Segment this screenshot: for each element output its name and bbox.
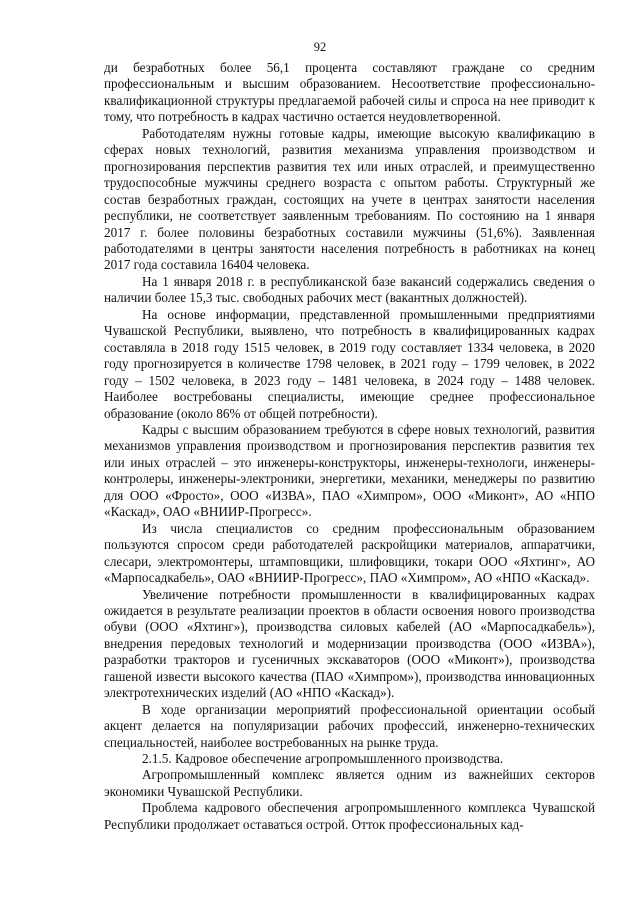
paragraph: Проблема кадрового обеспечения агропромышленного комплекса Чувашской Республики продолжает оставаться острой. Отток профессиональных кад-	[104, 800, 595, 832]
paragraph: Кадры с высшим образованием требуются в сфере новых технологий, развития механизмов управления производством и прогнозирования перспектив развития тех или иных отраслей – это инженеры-конструкторы, инженеры-технологи, инженеры-контролеры, инженеры-электроники, энергетики, механики, менеджеры по развитию для ООО «Фросто», ООО «ИЗВА», ПАО «Химпром», ООО «Миконт», АО «НПО «Каскад», ОАО «ВНИИР-Прогресс».	[104, 421, 595, 520]
paragraph: Увеличение потребности промышленности в квалифицированных кадрах ожидается в результате реализации проектов в области освоения нового производства обуви (ООО «Яхтинг»), производства силовых кабелей (АО «Марпосадкабель»), внедрения передовых технологий и модернизации производства (ООО «ИЗВА»), разработки тракторов и гусеничных экскаваторов (ООО «Миконт»), производства гашеной извести высокого качества (ПАО «Химпром»), производства инновационных электротехнических изделий (АО «НПО «Каскад»).	[104, 586, 595, 701]
paragraph: Работодателям нужны готовые кадры, имеющие высокую квалификацию в сферах новых технологий, развития механизма управления производством и прогнозирования перспектив развития тех или иных отраслей, и преимущественно трудоспособные мужчины среднего возраста с опытом работы. Структурный же состав безработных граждан, состоящих на учете в центрах занятости населения республики, не соответствует заявленным требованиям. По состоянию на 1 января 2017 г. более половины безработных составили мужчины (51,6%). Заявленная работодателями в центры занятости населения потребность в работниках на конец 2017 года составила 16404 человека.	[104, 125, 595, 273]
section-heading: 2.1.5. Кадровое обеспечение агропромышленного производства.	[142, 751, 504, 767]
paragraph: Агропромышленный комплекс является одним из важнейших секторов экономики Чувашской Республики.	[104, 767, 595, 799]
paragraph: В ходе организации мероприятий профессиональной ориентации особый акцент делается на популяризации рабочих профессий, инженерно-технических специальностей, наиболее востребованных на рынке труда.	[104, 701, 595, 750]
paragraph: На 1 января 2018 г. в республиканской базе вакансий содержались сведения о наличии более 15,3 тыс. свободных рабочих мест (вакантных должностей).	[104, 273, 595, 306]
page-number: 92	[313, 40, 327, 54]
paragraph: На основе информации, представленной промышленными предприятиями Чувашской Республики, выявлено, что потребность в квалифицированных кадрах составляла в 2018 году 1515 человек, в 2019 году составляет 1334 человека, в 2020 году прогнозируется в количестве 1798 человек, в 2021 году – 1799 человек, в 2022 году – 1502 человека, в 2023 году – 1481 человека, в 2024 году – 1488 человек. Наиболее востребованы специалисты, имеющие среднее профессиональное образование (около 86% от общей потребности).	[104, 306, 595, 421]
paragraph-continuation: ди безработных более 56,1 процента составляют граждане со средним профессиональным и высшим образованием. Несоответствие профессионально-квалификационной структуры предлагаемой рабочей силы и спроса на нее приводит к тому, что потребность в кадрах частично остается неудовлетворенной.	[104, 60, 595, 125]
body-text	[104, 60, 595, 833]
paragraph: Из числа специалистов со средним профессиональным образованием пользуются спросом среди работодателей раскройщики материалов, аппаратчики, слесари, электромонтеры, штамповщики, шлифовщики, токари ООО «Яхтинг», АО «Марпосадкабель», ОАО «ВНИИР-Прогресс», ПАО «Химпром», АО «НПО «Каскад».	[104, 520, 595, 586]
